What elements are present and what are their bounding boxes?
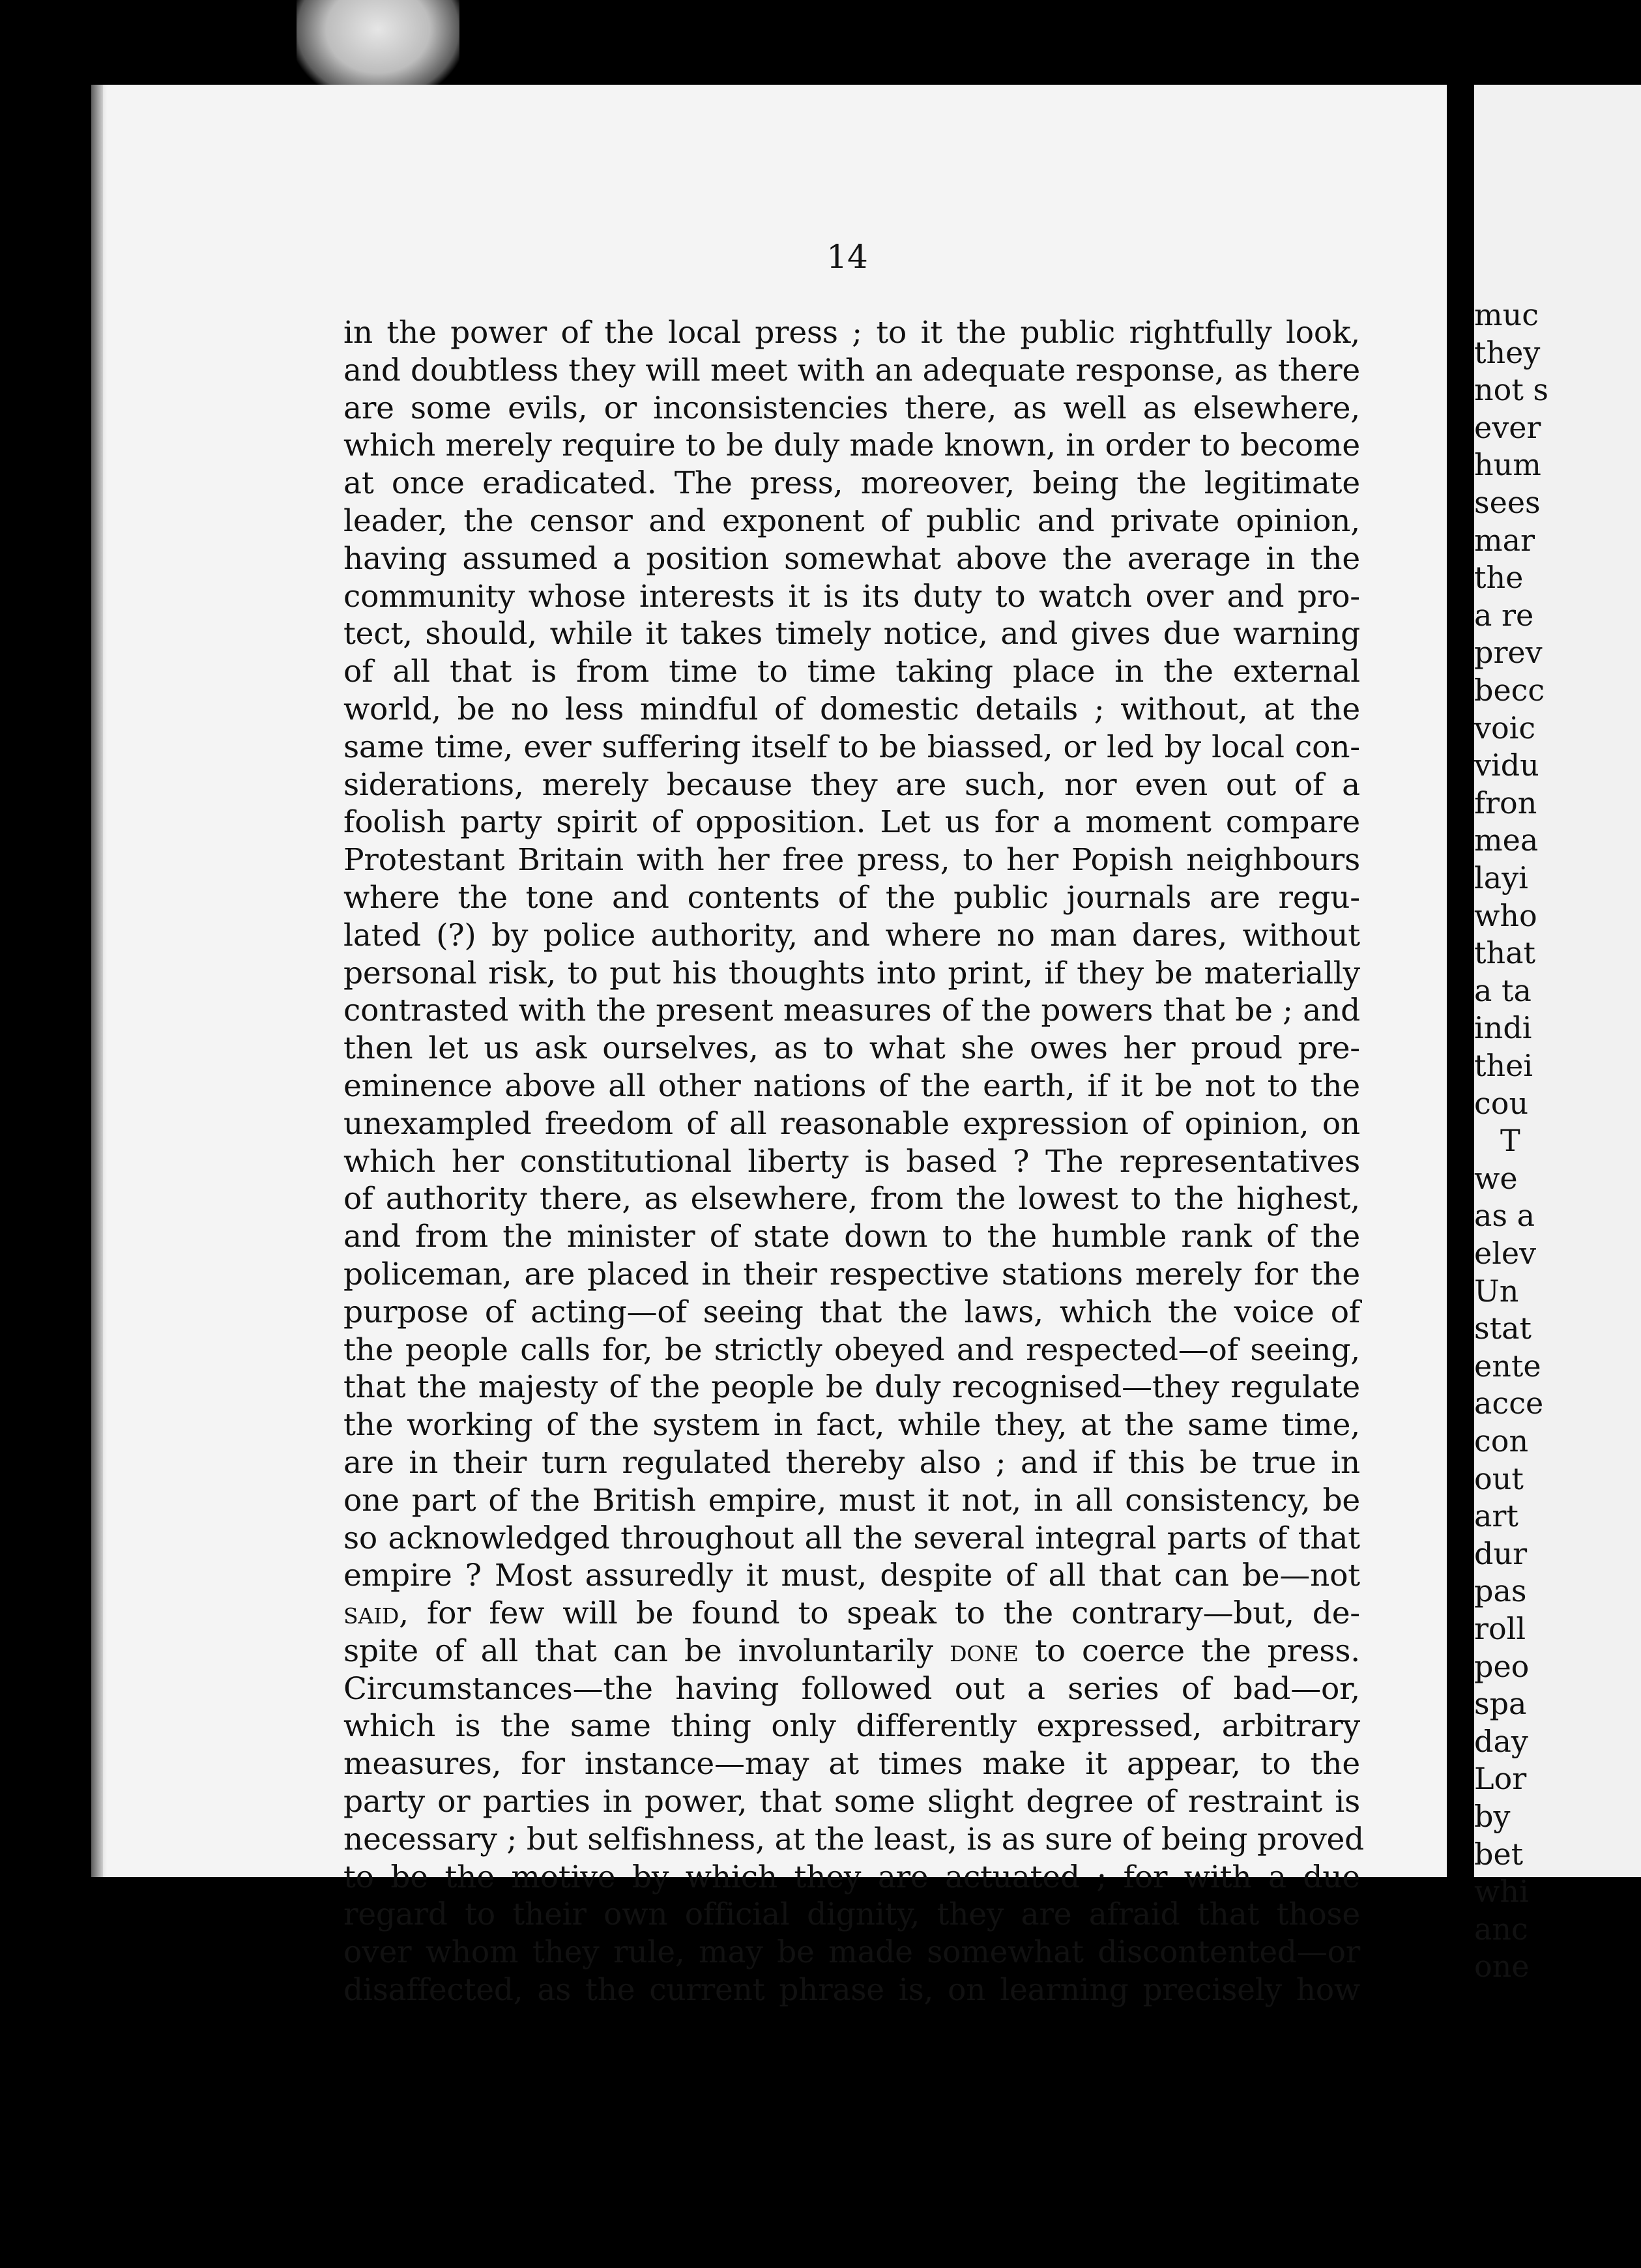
text-line: Circumstances—the having followed out a series of bad—or, bbox=[343, 1670, 1360, 1707]
text-line: in the power of the local press ; to it the public rightfully look, bbox=[343, 315, 1360, 351]
text-line: and from the minister of state down to the humble rank of the bbox=[343, 1219, 1360, 1255]
adjacent-page-fragment: spa bbox=[1474, 1686, 1527, 1722]
page-gutter-shadow bbox=[91, 85, 103, 1877]
adjacent-page-fragment: pas bbox=[1474, 1573, 1527, 1609]
text-line: the people calls for, be strictly obeyed and respected—of seeing, bbox=[343, 1331, 1360, 1368]
adjacent-page-fragment: cou bbox=[1474, 1085, 1529, 1121]
text-line: regard to their own official dignity, they are afraid that those bbox=[343, 1897, 1360, 1933]
adjacent-page-fragment: elev bbox=[1474, 1236, 1537, 1271]
adjacent-page-fragment: fron bbox=[1474, 785, 1537, 821]
adjacent-page-fragment: mar bbox=[1474, 522, 1535, 558]
adjacent-page-fragment: stat bbox=[1474, 1311, 1532, 1346]
text-line: which merely require to be duly made known, in order to become bbox=[343, 428, 1360, 464]
adjacent-page-fragment: indi bbox=[1474, 1010, 1532, 1046]
adjacent-page-fragment: becc bbox=[1474, 673, 1545, 708]
text-line: community whose interests it is its duty to watch over and pro- bbox=[343, 578, 1360, 615]
text-line: party or parties in power, that some slight degree of restraint is bbox=[343, 1784, 1360, 1820]
adjacent-page-fragment: as a bbox=[1474, 1198, 1535, 1234]
page-number: 14 bbox=[826, 238, 868, 276]
adjacent-page-fragment: a re bbox=[1474, 597, 1534, 633]
text-line: are some evils, or inconsistencies there, as well as elsewhere, bbox=[343, 390, 1360, 426]
small-caps-word: said bbox=[343, 1595, 399, 1632]
text-line: to be the motive by which they are actuated ; for with a due bbox=[343, 1859, 1360, 1895]
adjacent-page-fragment: the bbox=[1474, 560, 1524, 596]
body-text bbox=[343, 314, 1365, 2009]
text-line: contrasted with the present measures of the powers that be ; and bbox=[343, 993, 1360, 1029]
adjacent-page-fragment: hum bbox=[1474, 447, 1541, 483]
adjacent-page-fragment: by bbox=[1474, 1799, 1511, 1834]
adjacent-page-fragment: muc bbox=[1474, 297, 1539, 332]
text-line: unexampled freedom of all reasonable expression of opinion, on bbox=[343, 1105, 1360, 1142]
adjacent-page-fragment: voic bbox=[1474, 710, 1536, 746]
adjacent-page-fragment: acce bbox=[1474, 1386, 1544, 1421]
text-line: then let us ask ourselves, as to what she owes her proud pre- bbox=[343, 1030, 1360, 1067]
small-caps-word: done bbox=[950, 1633, 1019, 1669]
text-line: foolish party spirit of opposition. Let us for a moment compare bbox=[343, 804, 1360, 841]
text-line: personal risk, to put his thoughts into print, if they be materially bbox=[343, 955, 1360, 991]
text-line: at once eradicated. The press, moreover, being the legitimate bbox=[343, 465, 1360, 502]
text-line bbox=[343, 1595, 1360, 1633]
text-line: purpose of acting—of seeing that the laws, which the voice of bbox=[343, 1294, 1360, 1330]
text-fragment: , for few will be found to speak to the contrary—but, de- bbox=[399, 1595, 1360, 1632]
adjacent-page-fragment: who bbox=[1474, 897, 1537, 933]
adjacent-page-fragment: sees bbox=[1474, 485, 1541, 520]
adjacent-page-fragment: one bbox=[1474, 1949, 1530, 1984]
adjacent-page-fragment: roll bbox=[1474, 1611, 1526, 1646]
adjacent-page-fragment: dur bbox=[1474, 1535, 1528, 1571]
text-line: world, be no less mindful of domestic details ; without, at the bbox=[343, 691, 1360, 727]
text-line: measures, for instance—may at times make it appear, to the bbox=[343, 1746, 1360, 1782]
text-line: disaffected, as the current phrase is, on learning precisely how bbox=[343, 1972, 1360, 2009]
text-line: empire ? Most assuredly it must, despite of all that can be—not bbox=[343, 1558, 1360, 1594]
adjacent-page-fragment: whi bbox=[1474, 1874, 1529, 1910]
adjacent-page-fragment: that bbox=[1474, 935, 1536, 971]
text-line: the working of the system in fact, while they, at the same time, bbox=[343, 1407, 1360, 1444]
text-line bbox=[343, 1633, 1360, 1670]
text-line: of all that is from time to time taking place in the external bbox=[343, 654, 1360, 690]
text-line: so acknowledged throughout all the several integral parts of that bbox=[343, 1520, 1360, 1556]
adjacent-page bbox=[1474, 85, 1641, 1984]
adjacent-page-fragment: mea bbox=[1474, 822, 1539, 858]
adjacent-page-fragment: ente bbox=[1474, 1348, 1541, 1384]
adjacent-page-fragment: day bbox=[1474, 1723, 1528, 1759]
adjacent-page-fragment: a ta bbox=[1474, 972, 1532, 1008]
text-line: leader, the censor and exponent of public and private opinion, bbox=[343, 502, 1360, 539]
text-fragment: spite of all that can be involuntarily bbox=[343, 1633, 950, 1669]
text-fragment: to coerce the press. bbox=[1018, 1633, 1360, 1669]
adjacent-page-fragment: they bbox=[1474, 334, 1541, 370]
adjacent-page-fragment: anc bbox=[1474, 1911, 1528, 1947]
adjacent-page-fragment: prev bbox=[1474, 635, 1543, 671]
text-line: eminence above all other nations of the earth, if it be not to the bbox=[343, 1068, 1360, 1104]
adjacent-page-fragment: ever bbox=[1474, 409, 1541, 445]
text-line: over whom they rule, may be made somewhat discontented—or bbox=[343, 1934, 1360, 1971]
adjacent-page-fragment: peo bbox=[1474, 1648, 1530, 1684]
text-line: which her constitutional liberty is based ? The representatives bbox=[343, 1143, 1360, 1180]
text-line: lated (?) by police authority, and where no man dares, without bbox=[343, 917, 1360, 953]
text-line: tect, should, while it takes timely notice, and gives due warning bbox=[343, 616, 1360, 652]
text-line: which is the same thing only differently expressed, arbitrary bbox=[343, 1708, 1360, 1745]
text-line: Protestant Britain with her free press, to her Popish neighbours bbox=[343, 842, 1360, 879]
adjacent-page-fragment: bet bbox=[1474, 1836, 1524, 1872]
text-line: having assumed a position somewhat above the average in the bbox=[343, 540, 1360, 577]
text-line: are in their turn regulated thereby also ; and if this be true in bbox=[343, 1444, 1360, 1481]
adjacent-page-fragment: art bbox=[1474, 1498, 1518, 1534]
text-line: where the tone and contents of the public journals are regu- bbox=[343, 879, 1360, 916]
text-line: one part of the British empire, must it not, in all consistency, be bbox=[343, 1482, 1360, 1519]
adjacent-page-fragment: T bbox=[1500, 1123, 1520, 1159]
text-line: of authority there, as elsewhere, from the lowest to the highest, bbox=[343, 1181, 1360, 1217]
text-line: necessary ; but selfishness, at the least, is as sure of being proved bbox=[343, 1821, 1365, 1857]
adjacent-page-fragment: Un bbox=[1474, 1273, 1519, 1309]
text-line: that the majesty of the people be duly recognised—they regulate bbox=[343, 1369, 1360, 1406]
text-line: siderations, merely because they are such, nor even out of a bbox=[343, 766, 1360, 803]
text-line: policeman, are placed in their respective stations merely for the bbox=[343, 1256, 1360, 1292]
adjacent-page-fragment: not s bbox=[1474, 372, 1549, 408]
text-line: and doubtless they will meet with an adequate response, as there bbox=[343, 352, 1360, 388]
adjacent-page-fragment: con bbox=[1474, 1423, 1529, 1459]
adjacent-page-fragment: Lor bbox=[1474, 1761, 1527, 1797]
adjacent-page-fragment: layi bbox=[1474, 860, 1528, 895]
adjacent-page-fragment: vidu bbox=[1474, 748, 1539, 783]
torn-corner bbox=[297, 0, 459, 98]
adjacent-page-fragment: thei bbox=[1474, 1048, 1533, 1083]
adjacent-page-fragment: out bbox=[1474, 1461, 1524, 1496]
adjacent-page-fragment: we bbox=[1474, 1160, 1518, 1196]
text-line: same time, ever suffering itself to be biassed, or led by local con- bbox=[343, 729, 1360, 765]
